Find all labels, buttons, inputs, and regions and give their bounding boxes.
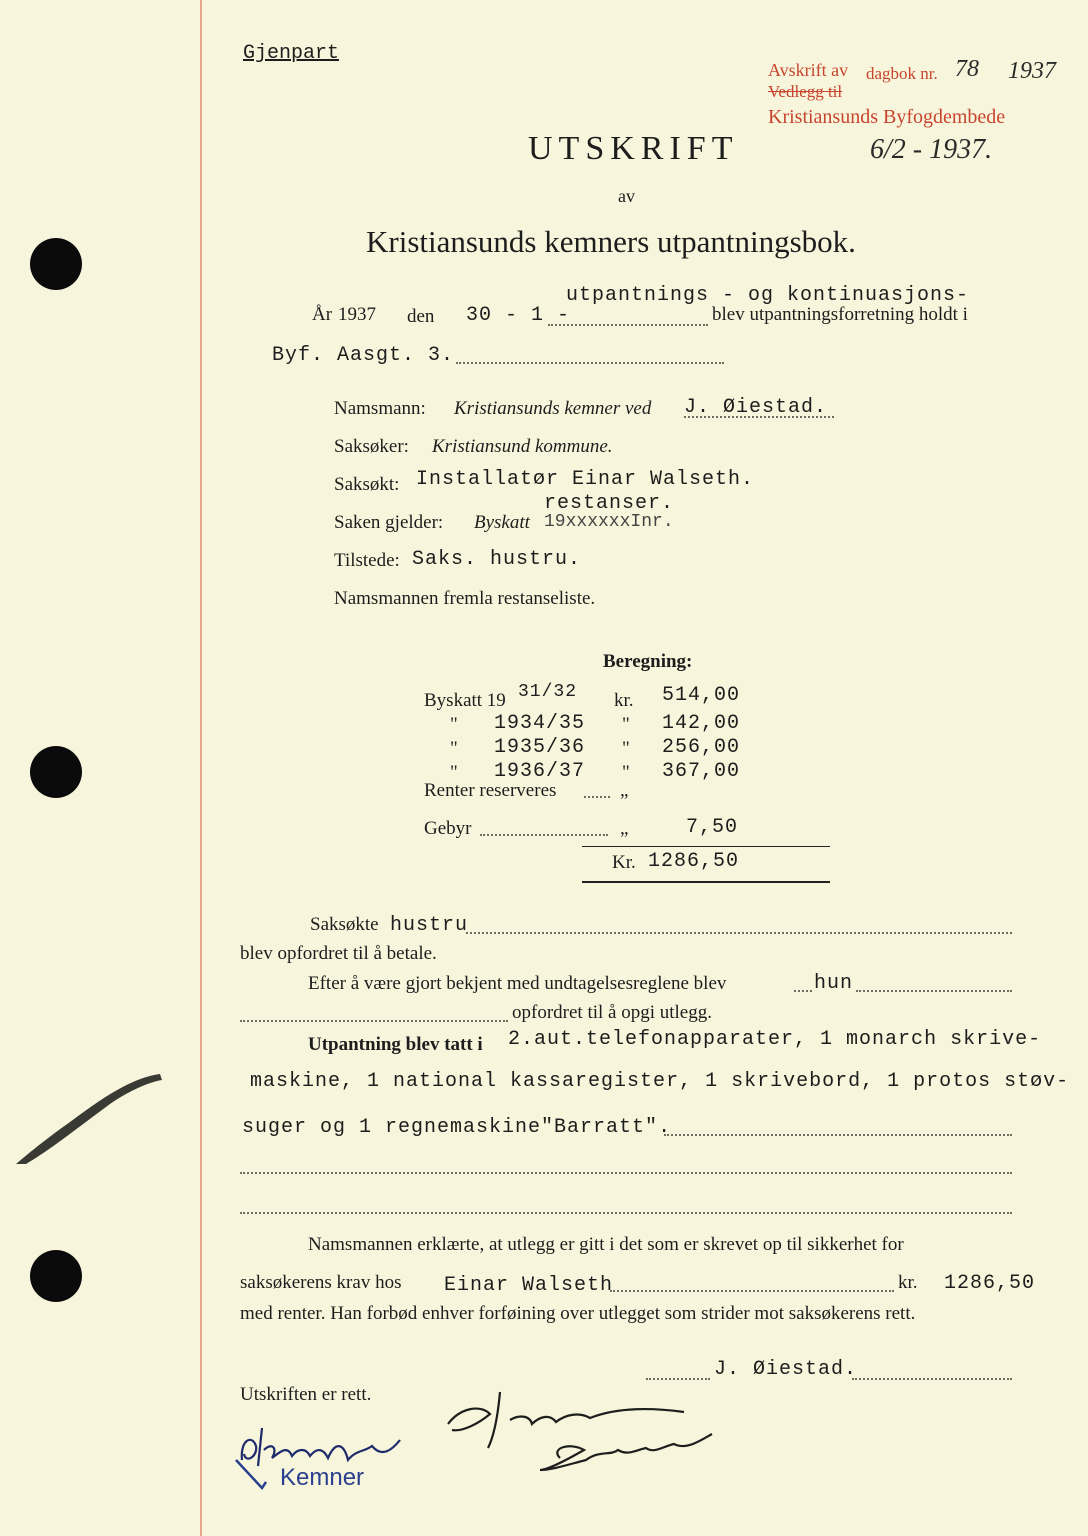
intro-year-label: År [312,304,333,325]
opgi-dots [240,1020,508,1022]
renter-label: Renter reserveres [424,780,557,801]
beregning-row-1-label: Byskatt 19 [424,690,506,711]
beregning-row-3-unit: " [622,738,630,759]
paperclip-mark-icon [10,1060,170,1170]
total-unit: Kr. [612,852,636,873]
gebyr-dots [480,834,608,836]
total-amount: 1286,50 [648,850,740,873]
renter-text: med renter. Han forbød enhver forføining over utlegget som strider mot saksøkerens rett. [240,1303,916,1324]
tilstede-label: Tilstede: [334,550,400,571]
items-line-3: suger og 1 regnemaskine"Barratt". [242,1116,672,1139]
beregning-row-3-label: " [450,738,458,759]
stamp-date: 6/2 - 1937. [870,134,993,165]
items-dots [664,1134,1012,1136]
utpantning-label: Utpantning blev tatt i [308,1034,483,1055]
saksokt-label: Saksøkt: [334,474,400,495]
efter-value: hun [814,972,854,995]
signer-dots-2 [852,1378,1012,1380]
krav-amount: 1286,50 [944,1272,1036,1295]
saken-typed: restanser. [544,492,675,515]
margin-line [200,0,202,1536]
saksokte-value: hustru [390,914,469,937]
saken-struck: 19xxxxxxInr. [544,512,674,532]
erklaerte-text: Namsmannen erklærte, at utlegg er gitt i det som er skrevet op til sikkerhet for [308,1234,904,1255]
krav-dots [610,1290,894,1292]
namsmann-value: Kristiansunds kemner ved [454,398,652,419]
namsmann-dots [684,416,834,418]
krav-label: saksøkerens krav hos [240,1272,402,1293]
efter-dots-2 [856,990,1012,992]
beregning-row-2-unit: " [622,714,630,735]
gebyr-unit: „ [620,818,629,839]
stamp-number: 78 [955,56,979,82]
intro-date: 30 - 1 - [466,304,571,327]
intro-place: Byf. Aasgt. 3. [272,344,455,367]
opgi-text: opfordret til å opgi utlegg. [512,1002,712,1023]
blank-line-1 [240,1172,1012,1174]
beregning-row-2-period: 1934/35 [494,712,586,735]
saksoker-value: Kristiansund kommune. [432,436,613,457]
beregning-row-3-period: 1935/36 [494,736,586,759]
intro-suffix: blev utpantningsforretning holdt i [712,304,968,325]
items-line-2: maskine, 1 national kassaregister, 1 skrivebord, 1 protos støv- [250,1070,1070,1093]
punch-hole-1 [30,238,82,290]
intro-den-label: den [407,306,435,327]
saksokte-dots [466,932,1012,934]
beregning-row-1-period: 31/32 [518,682,578,702]
title-av: av [618,186,635,206]
efter-text: Efter å være gjort bekjent med undtagelsesreglene blev [308,973,727,994]
gebyr-amount: 7,50 [686,816,739,839]
stamp-line3: Kristiansunds Byfogdembede [768,106,1006,128]
beregning-row-4-period: 1936/37 [494,760,586,783]
items-line-1: 2.aut.telefonapparater, 1 monarch skrive- [508,1028,1042,1051]
fremla-text: Namsmannen fremla restanseliste. [334,588,596,609]
gebyr-label: Gebyr [424,818,472,839]
saksoker-label: Saksøker: [334,436,409,457]
saken-label: Saken gjelder: [334,512,444,533]
krav-name: Einar Walseth [444,1274,614,1297]
intro-year: 1937 [338,304,376,325]
saksokte-label: Saksøkte [310,914,379,935]
saksokt-value: Installatør Einar Walseth. [416,468,755,491]
stamp-year: 1937 [1008,58,1056,84]
namsmann-label: Namsmann: [334,398,426,419]
signer-dots [646,1378,710,1380]
blank-line-2 [240,1212,1012,1214]
beregning-heading: Beregning: [603,651,693,672]
beregning-row-4-amount: 367,00 [662,760,741,783]
namsmann-typed: J. Øiestad. [684,396,828,419]
beregning-row-2-label: " [450,714,458,735]
renter-dots [584,796,610,798]
sum-rule-bottom [582,881,830,883]
document-subtitle: Kristiansunds kemners utpantningsbok. [366,224,856,259]
punch-hole-2 [30,746,82,798]
kemner-stamp: Kemner [280,1464,365,1491]
sum-rule-top [582,846,830,847]
intro-type-typed: utpantnings - og kontinuasjons- [566,284,970,307]
punch-hole-3 [30,1250,82,1302]
copy-mark: Gjenpart [243,42,340,65]
beregning-row-1-amount: 514,00 [662,684,741,707]
intro-place-dots [456,362,724,364]
beregning-row-4-unit: " [622,762,630,783]
utskriften-text: Utskriften er rett. [240,1384,372,1405]
document-title: UTSKRIFT [528,130,739,167]
stamp-line2: Vedlegg til [768,82,843,101]
stamp-line1-prefix: Avskrift av [768,60,849,80]
signer-typed: J. Øiestad. [714,1358,858,1381]
tilstede-value: Saks. hustru. [412,548,582,571]
saken-value: Byskatt [474,512,530,533]
beregning-row-2-amount: 142,00 [662,712,741,735]
beregning-row-1-unit: kr. [614,690,634,711]
opfordret-text: blev opfordret til å betale. [240,943,437,964]
handwritten-signature [440,1384,740,1484]
intro-date-dots [548,324,708,326]
renter-unit: „ [620,780,629,801]
efter-dots-1 [794,990,812,992]
beregning-row-4-label: " [450,762,458,783]
beregning-row-3-amount: 256,00 [662,736,741,759]
krav-unit: kr. [898,1272,918,1293]
stamp-line1-mid: dagbok nr. [866,64,938,83]
